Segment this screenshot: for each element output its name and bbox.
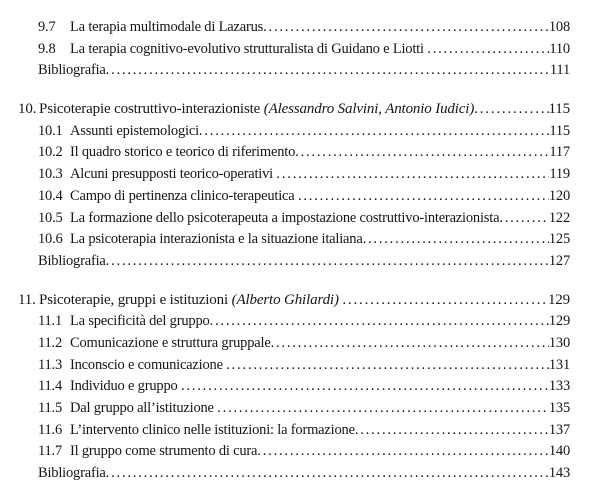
entry-text: Alcuni presupposti teorico-operativi	[70, 166, 277, 183]
entry-title: Psicoterapie, gruppi e istituzioni (Alberto Ghilardi)	[39, 291, 343, 308]
dot-leader	[106, 60, 550, 82]
entry-page-number: 137	[548, 421, 570, 438]
entry-number: 11.7	[38, 443, 63, 460]
entry-number: 10.	[18, 101, 37, 118]
toc-entry-item	[38, 420, 570, 442]
entry-number: 11.	[18, 291, 36, 308]
dot-leader	[342, 290, 548, 312]
toc-entry-item	[38, 186, 570, 208]
entry-page-number: 115	[548, 101, 570, 118]
entry-number: 9.7	[38, 19, 56, 35]
entry-text: Inconscio e comunicazione	[70, 356, 227, 373]
entry-page-number: 108	[548, 19, 570, 35]
dot-leader	[106, 251, 549, 273]
toc-entry-biblio	[38, 463, 570, 485]
entry-page-number: 135	[548, 400, 570, 416]
entry-number: 11.2	[38, 334, 63, 351]
entry-text: L’intervento clinico nelle istituzioni: la formazione	[70, 421, 355, 438]
entry-number: 10.4	[38, 187, 63, 204]
entry-page-number: 133	[548, 378, 570, 395]
toc-section	[18, 290, 570, 485]
toc-entry-item	[38, 208, 570, 230]
entry-text: Il quadro storico e teorico di riferimento	[70, 144, 296, 161]
entry-text: Comunicazione e struttura gruppale	[70, 334, 271, 351]
entry-page-number: 140	[548, 443, 570, 460]
dot-leader	[474, 99, 548, 121]
entry-number: 11.5	[38, 400, 63, 416]
toc-entry-biblio	[38, 251, 570, 273]
entry-page-number: 131	[548, 356, 570, 373]
dot-leader	[199, 121, 549, 143]
entry-number: 10.3	[38, 166, 63, 183]
toc-entry-item	[38, 142, 570, 164]
entry-page-number: 115	[549, 122, 570, 139]
dot-leader	[181, 376, 549, 398]
entry-text: La formazione dello psicoterapeuta a impostazione costruttivo-interazionista	[70, 209, 500, 226]
toc-entry-item	[38, 333, 570, 355]
entry-number: 11.6	[38, 421, 63, 438]
entry-text: Bibliografia	[38, 465, 106, 482]
dot-leader	[298, 186, 549, 208]
entry-page-number: 129	[547, 291, 570, 308]
dot-leader	[499, 208, 549, 230]
entry-number: 9.8	[38, 40, 56, 57]
entry-page-number: 143	[548, 465, 570, 482]
entry-page-number: 127	[548, 252, 570, 269]
dot-leader	[271, 333, 549, 355]
toc-section	[18, 99, 570, 273]
dot-leader	[295, 142, 549, 164]
entry-authors: (Alessandro Salvini, Antonio Iudici)	[263, 101, 475, 118]
entry-page-number: 130	[548, 334, 570, 351]
dot-leader	[217, 398, 549, 420]
dot-leader	[210, 311, 549, 333]
entry-text: Dal gruppo all’istituzione	[70, 400, 218, 416]
entry-text: Campo di pertinenza clinico-terapeutica	[70, 187, 298, 204]
toc-entry-item	[38, 39, 570, 61]
toc-entry-item	[38, 398, 570, 420]
entry-text: Assunti epistemologici	[70, 122, 199, 139]
toc-entry-item	[38, 376, 570, 398]
entry-text: La psicoterapia interazionista e la situazione italiana	[70, 231, 363, 248]
entry-text: La specificità del gruppo	[70, 313, 210, 330]
entry-page-number: 110	[549, 40, 570, 57]
toc-entry-item	[38, 229, 570, 251]
dot-leader	[355, 420, 549, 442]
entry-number: 10.1	[38, 122, 63, 139]
entry-text: Bibliografia	[38, 252, 106, 269]
dot-leader	[257, 441, 549, 463]
entry-title: Psicoterapie costruttivo-interazioniste (Alessandro Salvini, Antonio Iudici)	[39, 101, 475, 118]
table-of-contents	[18, 17, 570, 485]
dot-leader	[276, 164, 549, 186]
dot-leader	[106, 463, 549, 485]
entry-number: 11.4	[38, 378, 63, 395]
entry-authors: (Alberto Ghilardi)	[231, 291, 343, 308]
entry-page-number: 119	[549, 166, 570, 183]
entry-number: 11.3	[38, 356, 63, 373]
entry-page-number: 125	[548, 231, 570, 248]
entry-number: 10.6	[38, 231, 63, 248]
toc-entry-item	[38, 441, 570, 463]
toc-entry-item	[38, 355, 570, 377]
entry-text: La terapia cognitivo-evolutivo strutturalista di Guidano e Liotti	[70, 40, 428, 57]
toc-entry-item	[38, 17, 570, 39]
dot-leader	[363, 229, 549, 251]
entry-page-number: 111	[549, 62, 570, 79]
entry-text: La terapia multimodale di Lazarus	[70, 19, 264, 35]
entry-number: 11.1	[38, 313, 63, 330]
dot-leader	[427, 39, 549, 61]
toc-entry-item	[38, 164, 570, 186]
entry-number: 10.2	[38, 144, 63, 161]
toc-section	[18, 17, 570, 82]
entry-page-number: 122	[548, 209, 570, 226]
entry-text: Bibliografia	[38, 62, 106, 79]
entry-number: 10.5	[38, 209, 63, 226]
entry-page-number: 129	[548, 313, 570, 330]
entry-page-number: 117	[549, 144, 570, 161]
entry-text: Il gruppo come strumento di cura	[70, 443, 258, 460]
dot-leader	[226, 355, 549, 377]
toc-entry-item	[38, 121, 570, 143]
entry-page-number: 120	[548, 187, 570, 204]
dot-leader	[263, 17, 549, 39]
toc-entry-biblio	[38, 60, 570, 82]
toc-entry-chapter	[18, 290, 570, 312]
toc-entry-item	[38, 311, 570, 333]
entry-text: Individuo e gruppo	[70, 378, 181, 395]
toc-entry-chapter	[18, 99, 570, 121]
